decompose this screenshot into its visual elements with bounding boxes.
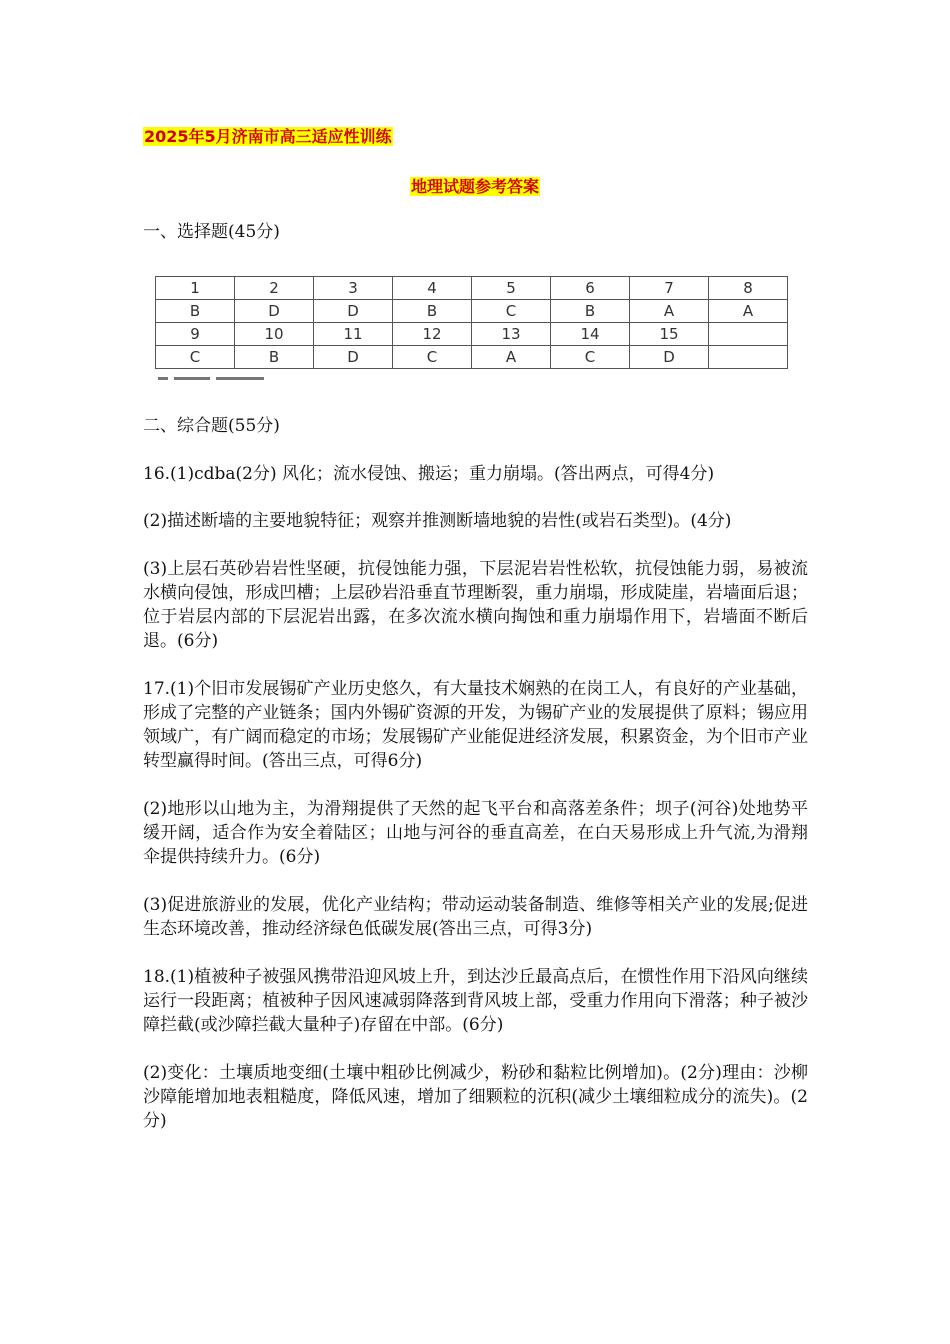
cropped-text-fragment (158, 377, 308, 383)
table-cell: A (709, 300, 788, 323)
answer-17-2: (2)地形以山地为主，为滑翔提供了天然的起飞平台和高落差条件；坝子(河谷)处地势平缓开阔，适合作为安全着陆区；山地与河谷的垂直高差，在白天易形成上升气流,为滑翔伞提供持续升力。(6分) (143, 799, 808, 867)
table-cell: D (314, 300, 393, 323)
table-cell: D (630, 346, 709, 369)
table-cell: 5 (472, 277, 551, 300)
answer-18-1: 18.(1)植被种子被强风携带沿迎风坡上升，到达沙丘最高点后，在惯性作用下沿风向继续运行一段距离；植被种子因风速减弱降落到背风坡上部，受重力作用向下滑落；种子被沙障拦截(或沙障拦截大量种子)存留在中部。(6分) (143, 967, 808, 1035)
table-cell: C (393, 346, 472, 369)
table-cell: D (314, 346, 393, 369)
table-cell: A (630, 300, 709, 323)
table-cell: B (156, 300, 235, 323)
table-cell: 11 (314, 323, 393, 346)
section-comprehensive-heading: 二、综合题(55分) (143, 416, 280, 436)
table-cell: 15 (630, 323, 709, 346)
answer-18-2: (2)变化：土壤质地变细(土壤中粗砂比例减少，粉砂和黏粒比例增加)。(2分)理由：沙柳沙障能增加地表粗糙度，降低风速，增加了细颗粒的沉积(减少土壤细粒成分的流失)。(2分) (143, 1063, 808, 1131)
table-cell: 1 (156, 277, 235, 300)
table-cell: 12 (393, 323, 472, 346)
table-cell: 9 (156, 323, 235, 346)
answer-16-1: 16.(1)cdba(2分) 风化；流水侵蚀、搬运；重力崩塌。(答出两点，可得4分) (143, 464, 715, 484)
table-cell: 13 (472, 323, 551, 346)
table-cell: B (551, 300, 630, 323)
table-row (156, 300, 788, 323)
table-cell (709, 323, 788, 346)
table-cell: C (472, 300, 551, 323)
table-cell: 10 (235, 323, 314, 346)
table-cell: B (235, 346, 314, 369)
table-cell: 8 (709, 277, 788, 300)
table-cell: 6 (551, 277, 630, 300)
table-cell: 14 (551, 323, 630, 346)
table-cell: 4 (393, 277, 472, 300)
table-cell: C (551, 346, 630, 369)
exam-title (143, 126, 393, 148)
table-cell: D (235, 300, 314, 323)
table-cell: 2 (235, 277, 314, 300)
table-cell (709, 346, 788, 369)
table-row (156, 346, 788, 369)
answer-17-3: (3)促进旅游业的发展，优化产业结构；带动运动装备制造、维修等相关产业的发展;促进生态环境改善，推动经济绿色低碳发展(答出三点，可得3分) (143, 895, 808, 939)
choice-answer-table (155, 276, 788, 376)
answer-17-1: 17.(1)个旧市发展锡矿产业历史悠久，有大量技术娴熟的在岗工人，有良好的产业基础，形成了完整的产业链条；国内外锡矿资源的开发，为锡矿产业的发展提供了原料；锡应用领域广，有广阔而稳定的市场；发展锡矿产业能促进经济发展，积累资金，为个旧市产业转型赢得时间。(答出三点，可得6分) (143, 679, 808, 771)
table-cell: C (156, 346, 235, 369)
table-cell: 7 (630, 277, 709, 300)
section-choice-heading: 一、选择题(45分) (143, 222, 280, 242)
table-row (156, 277, 788, 300)
table-cell: B (393, 300, 472, 323)
answer-key-title (0, 176, 950, 198)
table-cell: 3 (314, 277, 393, 300)
table-cell: A (472, 346, 551, 369)
exam-title-text: 2025年5月济南市高三适应性训练 (144, 127, 392, 146)
answer-16-2: (2)描述断墙的主要地貌特征；观察并推测断墙地貌的岩性(或岩石类型)。(4分) (143, 511, 732, 531)
table-row (156, 323, 788, 346)
answer-key-title-text: 地理试题参考答案 (410, 177, 539, 196)
answer-16-3: (3)上层石英砂岩岩性坚硬，抗侵蚀能力强，下层泥岩岩性松软，抗侵蚀能力弱，易被流水横向侵蚀，形成凹槽；上层砂岩沿垂直节理断裂，重力崩塌，形成陡崖，岩墙面后退；位于岩层内部的下层泥岩出露，在多次流水横向掏蚀和重力崩塌作用下，岩墙面不断后退。(6分) (143, 559, 808, 651)
